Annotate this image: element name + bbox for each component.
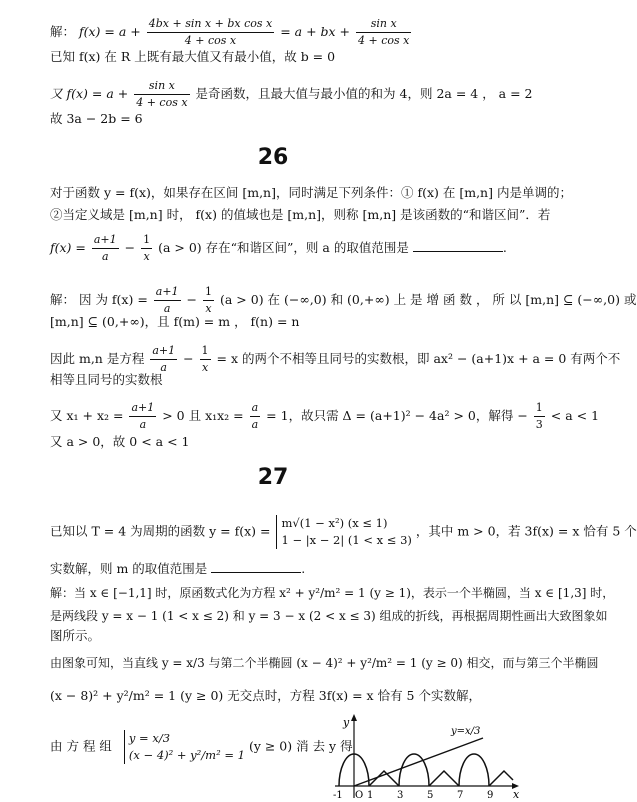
numerator: 1 (534, 400, 545, 417)
text: 由 方 程 组 (50, 738, 112, 754)
numerator: sin x (134, 78, 189, 95)
function-graph (333, 712, 523, 800)
numerator: a (250, 400, 261, 417)
x-axis-label: x (513, 788, 520, 801)
piecewise-brace (276, 515, 411, 549)
fraction (147, 16, 274, 49)
semi-ellipse-3 (459, 754, 489, 786)
denominator: a (139, 418, 147, 431)
solution-27-line-1: 解：当 x ∈ [−1,1] 时，原函数式化为方程 x² + y²/m² = 1 (y ≥ 1)，表示一个半椭圆，当 x ∈ [1,3] 时， (50, 586, 615, 600)
solution-line-4: 故 3a − 2b = 6 (50, 111, 143, 126)
equation-1: y = x/3 (128, 731, 171, 745)
fraction (534, 400, 545, 433)
y-axis-label: y (343, 716, 350, 729)
triangle-2 (429, 771, 459, 786)
solution-26-line-3: 因此 m,n 是方程 $\frac{a+1}{a}$ − $\frac{1}{x}$ = x 的两个不相等且同号的实数根，即 ax² − (a+1)x + a = 0 有两个不 (50, 344, 621, 374)
solution-26-line-2: [m,n] ⊆ (0,+∞)，且 f(m) = m ， f(n) = n (50, 314, 300, 329)
solution-26-line-6: 又 a > 0，故 0 < a < 1 (50, 434, 190, 449)
text: . (502, 240, 507, 255)
numerator: a+1 (154, 284, 181, 301)
solution-27-line-6 (50, 730, 353, 764)
answer-blank (413, 239, 503, 252)
text: 实数解，则 m 的取值范围是 (50, 561, 208, 576)
denominator: a (101, 250, 109, 263)
tick-1: 1 (367, 790, 374, 801)
solution-26-line-4: 相等且同号的实数根 (50, 372, 163, 387)
fraction (250, 400, 261, 433)
text: . (301, 561, 306, 576)
denominator: 4 + cos x (136, 96, 188, 109)
denominator: a (251, 418, 259, 431)
solution-27-line-2: 是两线段 y = x − 1 (1 < x ≤ 2) 和 y = 3 − x (2 < x ≤ 3) 组成的折线，再根据周期性画出大致图象如 (50, 609, 608, 623)
fraction (154, 284, 181, 317)
problem-26-line-2: ②当定义域是 [m,n] 时， f(x) 的值域也是 [m,n]，则称 [m,n] 是该函数的“和谐区间”．若 (50, 207, 551, 222)
text: (y ≥ 0) 消 去 y 得 (248, 738, 353, 754)
denominator: a (160, 361, 167, 374)
numerator: 1 (200, 343, 211, 360)
y-axis-arrow (351, 714, 357, 721)
triangle-3 (489, 771, 513, 786)
fraction (129, 400, 156, 433)
text: 解： 因 为 f(x) = (50, 292, 148, 307)
solution-26-line-1: 解： 因 为 f(x) = $\frac{a+1}{a}$ − $\frac{1}{x}$ (a > 0) 在 (−∞,0) 和 (0,+∞) 上 是 增 函 数 ， 所 以 [m,n] ⊆ (−∞,0) 或 (50, 285, 637, 315)
text: 已知以 T = 4 为周期的函数 y = f(x) = (50, 523, 271, 539)
text: = 1，故只需 Δ = (a+1)² − 4a² > 0，解得 − (266, 408, 528, 423)
denominator: a (163, 302, 171, 315)
problem-26-line-1: 对于函数 y = f(x)，如果存在区间 [m,n]，同时满足下列条件：① f(x) 在 [m,n] 内是单调的； (50, 185, 572, 200)
solution-line-3 (50, 78, 533, 111)
numerator: a+1 (150, 343, 177, 360)
text: 是奇函数，且最大值与最小值的和为 4，则 2a = 4 ， a = 2 (195, 86, 533, 101)
denominator: 3 (535, 418, 543, 431)
solution-line-2: 已知 f(x) 在 R 上既有最大值又有最小值，故 b = 0 (50, 49, 336, 64)
solution-26-line-5 (50, 400, 599, 433)
answer-blank (211, 560, 301, 573)
problem-26-line-3 (50, 232, 507, 265)
text: = x 的两个不相等且同号的实数根，即 ax² − (a+1)x + a = 0 有两个不 (216, 351, 621, 366)
math: = a + bx + (280, 24, 351, 39)
text: 因此 m,n 是方程 (50, 351, 145, 366)
numerator: a+1 (92, 232, 119, 249)
origin-label: O (355, 790, 364, 801)
solution-27-line-3: 图所示。 (50, 628, 101, 643)
system-brace (124, 730, 245, 764)
tick-5: 5 (427, 790, 434, 801)
solution-line-1 (50, 16, 413, 49)
denominator: x (143, 250, 150, 263)
tick-3: 3 (397, 790, 404, 801)
case-2: 1 − |x − 2| (1 < x ≤ 3) (281, 533, 412, 547)
text: ，其中 m > 0，若 3f(x) = x 恰有 5 个 (415, 523, 637, 539)
text: 又 x₁ + x₂ = (50, 408, 124, 423)
math: f(x) = a + (79, 24, 141, 39)
problem-27-line-2 (50, 560, 305, 577)
line-label: y=x/3 (451, 726, 481, 737)
solution-27-line-4: 由图象可知，当直线 y = x/3 与第二个半椭圆 (x − 4)² + y²/m² = 1 (y ≥ 0) 相交，而与第三个半椭圆 (50, 656, 599, 670)
text: > 0 且 x₁x₂ = (162, 408, 244, 423)
denominator: 4 + cos x (358, 34, 410, 47)
denominator: x (201, 361, 209, 374)
tick-9: 9 (487, 790, 494, 801)
numerator: a+1 (129, 400, 156, 417)
problem-number-27: 27 (257, 465, 289, 490)
numerator: sin x (356, 16, 411, 33)
math: f(x) = (50, 240, 86, 255)
text: 解： (50, 24, 76, 39)
solution-27-line-5: (x − 8)² + y²/m² = 1 (y ≥ 0) 无交点时，方程 3f(x) = x 恰有 5 个实数解， (50, 688, 481, 703)
text: (a > 0) 在 (−∞,0) 和 (0,+∞) 上 是 增 函 数 ， 所 以 [m,n] ⊆ (−∞,0) 或 (220, 292, 637, 307)
fraction (203, 284, 214, 317)
numerator: 1 (203, 284, 214, 301)
problem-number-26: 26 (257, 145, 289, 170)
numerator: 1 (141, 232, 152, 249)
numerator: 4bx + sin x + bx cos x (147, 16, 274, 33)
fraction (92, 232, 119, 265)
text: < a < 1 (550, 408, 600, 423)
equation-2: (x − 4)² + y²/m² = 1 (128, 748, 245, 762)
math: 又 f(x) = a + (50, 86, 129, 101)
text: (a > 0) 存在“和谐区间”，则 a 的取值范围是 (158, 240, 409, 255)
fraction (200, 343, 211, 376)
tick-minus-one: -1 (333, 790, 343, 801)
problem-27-line-1 (50, 515, 637, 549)
fraction (141, 232, 152, 265)
text: − (124, 240, 136, 255)
tick-7: 7 (457, 790, 464, 801)
semi-ellipse-2 (399, 754, 429, 786)
denominator: x (205, 302, 212, 315)
fraction (134, 78, 189, 111)
denominator: 4 + cos x (184, 34, 237, 47)
fraction (356, 16, 411, 49)
case-1: m√(1 − x²) (x ≤ 1) (281, 516, 388, 530)
